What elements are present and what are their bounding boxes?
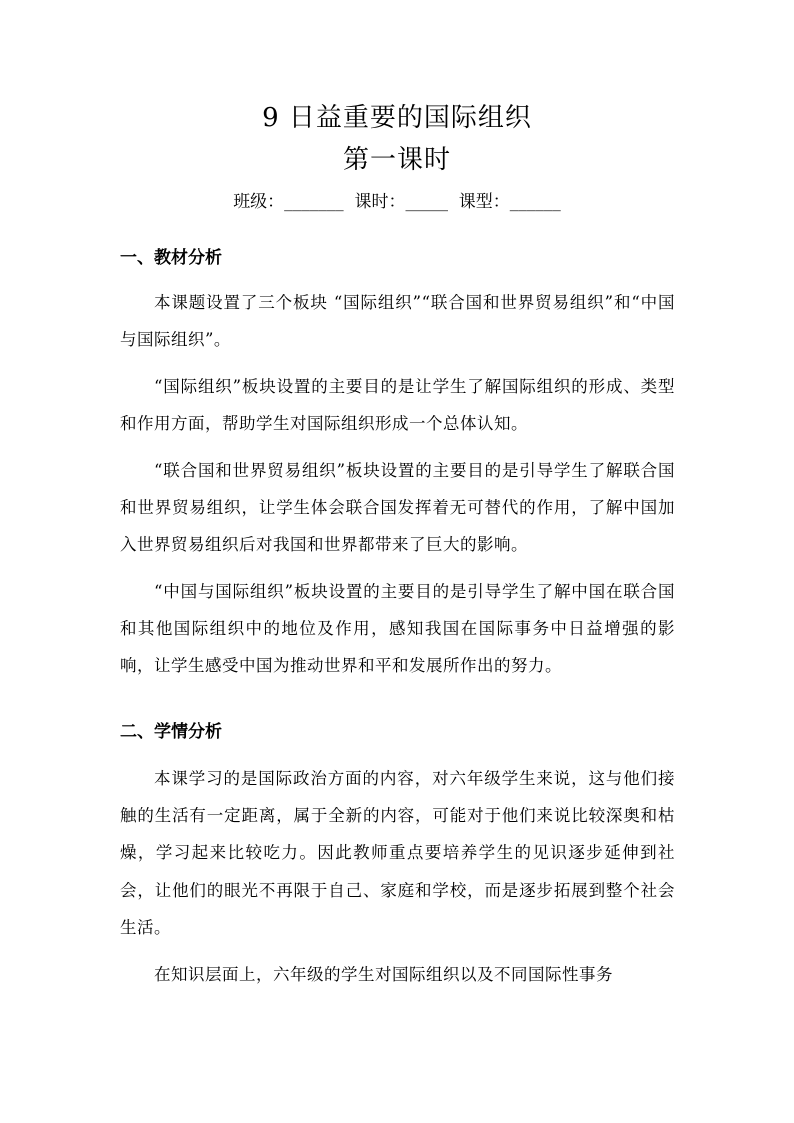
paragraph: 本课学习的是国际政治方面的内容，对六年级学生来说，这与他们接触的生活有一定距离，属于全新的内容，可能对于他们来说比较深奥和枯燥，学习起来比较吃力。因此教师重点要培养学生的见识逐步延伸到社会，让他们的眼光不再限于自己、家庭和学校，而是逐步拓展到整个社会生活。 xyxy=(120,769,675,937)
paragraph: “中国与国际组织”板块设置的主要目的是引导学生了解中国在联合国和其他国际组织中的地位及作用，感知我国在国际事务中日益增强的影响，让学生感受中国为推动世界和平和发展所作出的努力。 xyxy=(120,582,675,676)
paragraph: “联合国和世界贸易组织”板块设置的主要目的是引导学生了解联合国和世界贸易组织，让学生体会联合国发挥着无可替代的作用，了解中国加入世界贸易组织后对我国和世界都带来了巨大的影响。 xyxy=(120,461,675,555)
paragraph: “国际组织”板块设置的主要目的是让学生了解国际组织的形成、类型和作用方面，帮助学生对国际组织形成一个总体认知。 xyxy=(120,377,675,434)
document-subtitle: 第一课时 xyxy=(342,145,451,175)
paragraph: 本课题设置了三个板块 “国际组织”“联合国和世界贸易组织”和“中国与国际组织”。 xyxy=(120,293,675,350)
document-title: 9 日益重要的国际组织 xyxy=(262,103,532,133)
section-heading-student-analysis: 二、学情分析 xyxy=(120,722,222,742)
section-heading-textbook-analysis: 一、教材分析 xyxy=(120,248,222,268)
paragraph: 在知识层面上，六年级的学生对国际组织以及不同国际性事务 xyxy=(154,965,613,984)
class-info-line: 班级：_______ 课时：_____ 课型：______ xyxy=(233,192,561,212)
